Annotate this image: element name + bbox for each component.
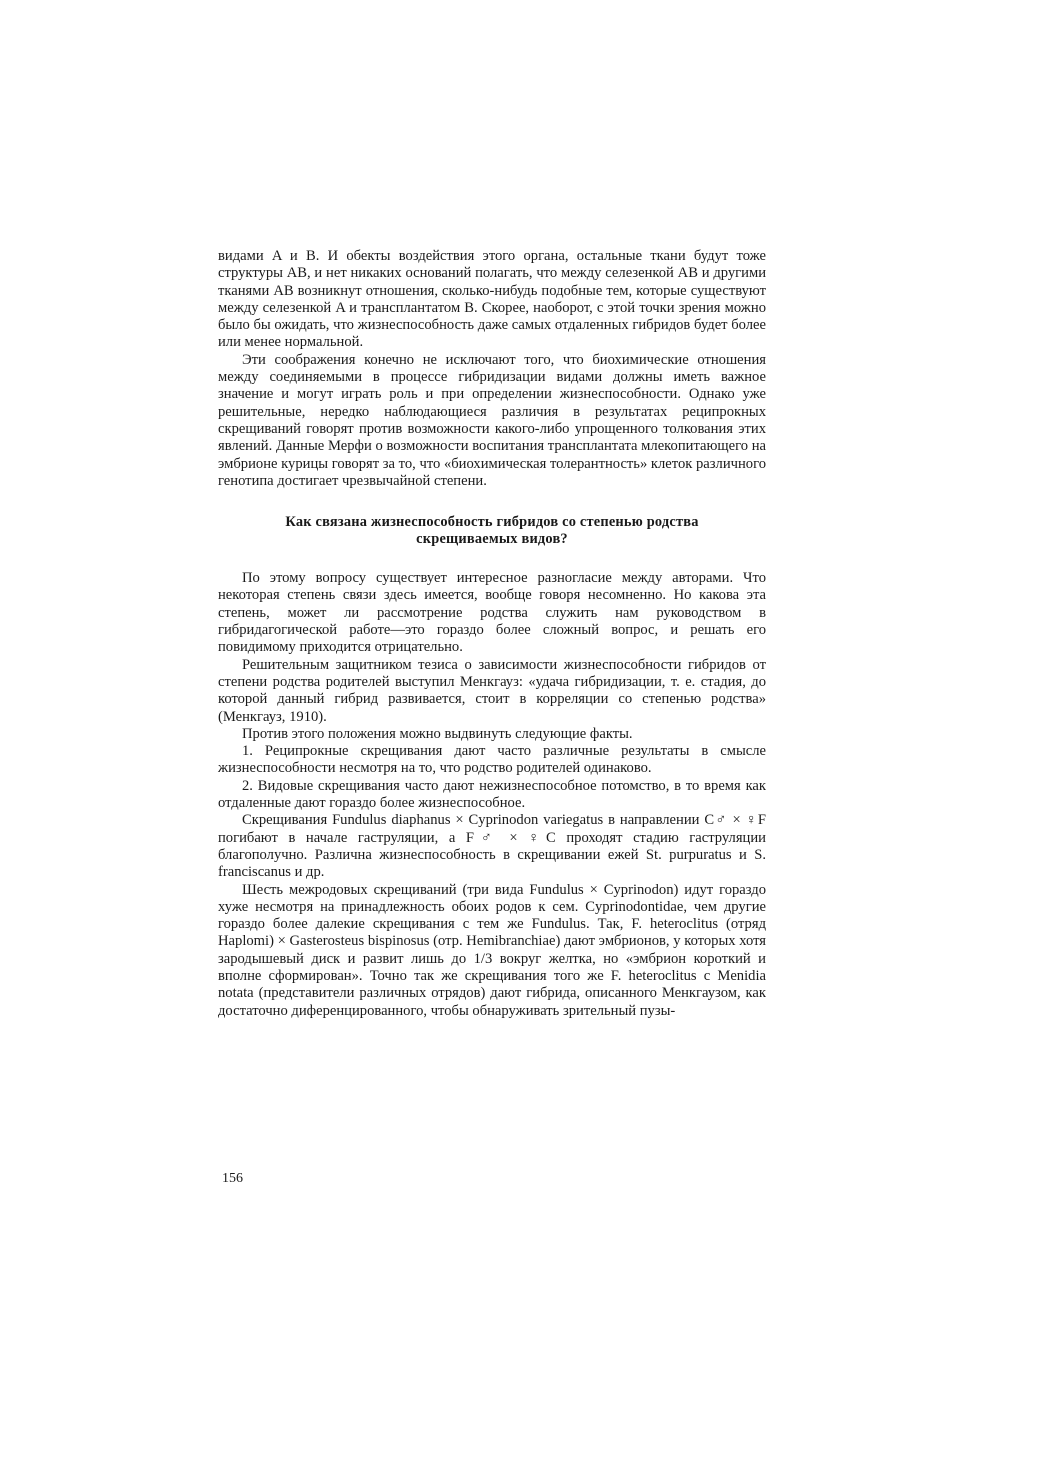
paragraph-4: Решительным защитником тезиса о зависимости жизнеспособности гибридов от степени родства родителей выступил Менкгауз: «удача гибридизации, т. е. стадия, до которой данный гибрид развивается, стоит в корреляции со степенью родства» (Менкгауз, 1910).: [218, 656, 766, 725]
paragraph-1: видами A и B. И обекты воздействия этого органа, остальные ткани будут тоже структуры AB, и нет никаких оснований полагать, что между селезенкой AB и другими тканями AB возникнут отношения, сколько-нибудь подобные тем, которые существуют между селезенкой A и трансплантатом B. Скорее, наоборот, с этой точки зрения можно было бы ожидать, что жизнеспособность даже самых отдаленных гибридов будет более или менее нормальной.: [218, 248, 766, 351]
section-heading: [218, 514, 766, 548]
paragraph-8: Скрещивания Fundulus diaphanus × Cyprinodon variegatus в направлении C♂ × ♀F погибают в начале гаструляции, а F♂ × ♀C проходят стадию гаструляции благополучно. Различна жизнеспособность в скрещивании ежей St. purpuratus и S. franciscanus и др.: [218, 812, 766, 881]
paragraph-9: Шесть межродовых скрещиваний (три вида Fundulus × Cyprinodon) идут гораздо хуже несмотря на принадлежность обоих родов к сем. Cyprinodontidae, чем другие гораздо более далекие скрещивания с тем же Fundulus. Так, F. heteroclitus (отряд Haplomi) × Gasterosteus bispinosus (отр. Hemibranchiae) дают эмбрионов, у которых хотя зародышевый диск и развит лишь до 1/3 вокруг желтка, но «эмбрион короткий и вполне сформирован». Точно так же скрещивания того же F. heteroclitus с Menidia notata (представители различных отрядов) дают гибрида, описанного Менкгаузом, как достаточно диференцированного, чтобы обнаруживать зрительный пузы-: [218, 881, 766, 1019]
paragraph-6: 1. Реципрокные скрещивания дают часто различные результаты в смысле жизнеспособности несмотря на то, что родство родителей одинаково.: [218, 743, 766, 777]
page-number: 156: [222, 1171, 243, 1186]
paragraph-7: 2. Видовые скрещивания часто дают нежизнеспособное потомство, в то время как отдаленные дают гораздо более жизнеспособное.: [218, 777, 766, 812]
section-heading-line-1: Как связана жизнеспособность гибридов со степенью родства: [285, 514, 699, 531]
paragraph-2: Эти соображения конечно не исключают того, что биохимические отношения между соединяемыми в процессе гибридизации видами должны иметь важное значение и могут играть роль и при определении жизнеспособности. Однако уже решительные, нередко наблюдающиеся различия в результатах реципрокных скрещиваний говорят против возможности какого-либо упрощенного толкования этих явлений. Данные Мерфи о возможности воспитания трансплантата млекопитающего на эмбрионе курицы говорят за то, что «биохимическая толерантность» клеток различного генотипа достигает чрезвычайной степени.: [218, 351, 766, 489]
paragraph-3: По этому вопросу существует интересное разногласие между авторами. Что некоторая степень связи здесь имеется, вообще говоря несомненно. Но какова эта степень, может ли рассмотрение родства служить нам руководством в гибридагогической работе—это гораздо более сложный вопрос, и решать его повидимому приходится отрицательно.: [218, 570, 766, 656]
section-heading-line-2: скрещиваемых видов?: [416, 531, 568, 548]
paragraph-5: Против этого положения можно выдвинуть следующие факты.: [242, 725, 633, 742]
page-body: [218, 248, 766, 1020]
